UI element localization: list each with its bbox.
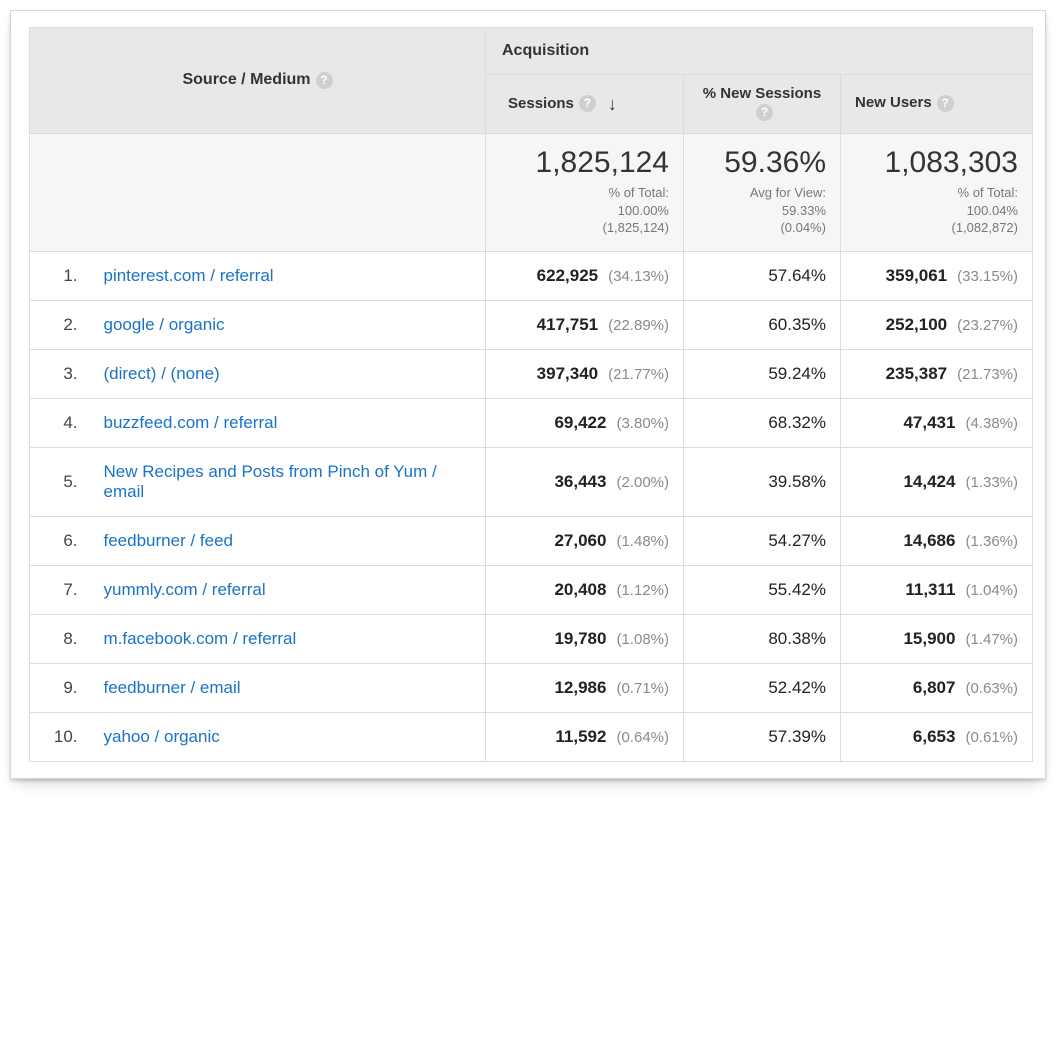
row-new-users <box>841 663 1033 712</box>
new-users-percent: (1.04%) <box>965 581 1018 599</box>
acquisition-label: Acquisition <box>502 42 590 59</box>
summary-sessions-line3: (1,825,124) <box>602 220 669 236</box>
column-header-new-users[interactable] <box>841 75 1033 134</box>
sessions-percent: (1.48%) <box>616 532 669 550</box>
row-new-users <box>841 516 1033 565</box>
new-users-value: 14,424 <box>903 471 956 491</box>
row-new-users <box>841 300 1033 349</box>
new-users-percent: (0.63%) <box>965 679 1018 697</box>
row-new-sessions: 52.42% <box>684 663 841 712</box>
sessions-percent: (22.89%) <box>608 316 669 334</box>
table-row <box>30 251 1033 300</box>
row-sessions <box>486 300 684 349</box>
summary-sessions-line2: 100.00% <box>617 202 669 218</box>
new-users-percent: (33.15%) <box>957 267 1018 285</box>
row-new-users <box>841 614 1033 663</box>
row-index: 9. <box>30 663 88 712</box>
row-new-sessions: 57.39% <box>684 712 841 761</box>
table-row <box>30 447 1033 516</box>
row-new-users <box>841 712 1033 761</box>
sessions-percent: (21.77%) <box>608 365 669 383</box>
new-users-percent: (1.33%) <box>965 473 1018 491</box>
row-index: 5. <box>30 447 88 516</box>
row-new-users <box>841 349 1033 398</box>
row-new-sessions: 57.64% <box>684 251 841 300</box>
row-source-medium <box>88 251 486 300</box>
source-link[interactable]: yahoo / organic <box>103 726 220 746</box>
row-sessions <box>486 614 684 663</box>
sessions-value: 12,986 <box>554 677 607 697</box>
row-index: 3. <box>30 349 88 398</box>
row-source-medium <box>88 300 486 349</box>
help-icon-sessions[interactable]: ? <box>579 95 596 112</box>
summary-blank-cell <box>30 133 486 251</box>
new-users-percent: (0.61%) <box>965 728 1018 746</box>
new-users-percent: (23.27%) <box>957 316 1018 334</box>
row-sessions <box>486 516 684 565</box>
source-link[interactable]: yummly.com / referral <box>103 579 266 599</box>
row-source-medium <box>88 398 486 447</box>
summary-new-users-detail <box>855 184 1018 237</box>
new-users-value: 359,061 <box>885 265 948 285</box>
table-row <box>30 614 1033 663</box>
summary-new-users-line2: 100.04% <box>966 202 1018 218</box>
row-index: 4. <box>30 398 88 447</box>
sessions-percent: (3.80%) <box>616 414 669 432</box>
row-source-medium <box>88 663 486 712</box>
summary-new-users-value: 1,083,303 <box>884 145 1018 179</box>
row-new-sessions: 39.58% <box>684 447 841 516</box>
sessions-value: 20,408 <box>554 579 607 599</box>
sessions-value: 11,592 <box>555 726 607 746</box>
summary-new-sessions-line3: (0.04%) <box>780 220 826 236</box>
row-sessions <box>486 349 684 398</box>
source-link[interactable]: feedburner / feed <box>103 530 233 550</box>
new-users-value: 15,900 <box>903 628 956 648</box>
sessions-value: 27,060 <box>554 530 607 550</box>
table-header <box>30 28 1033 134</box>
new-sessions-label: % New Sessions <box>702 85 822 102</box>
row-new-users <box>841 251 1033 300</box>
row-source-medium <box>88 447 486 516</box>
table-body <box>30 133 1033 761</box>
summary-sessions-detail <box>500 184 669 237</box>
sessions-percent: (1.08%) <box>616 630 669 648</box>
new-users-value: 14,686 <box>903 530 956 550</box>
row-new-sessions: 54.27% <box>684 516 841 565</box>
new-users-value: 252,100 <box>885 314 948 334</box>
new-users-value: 235,387 <box>885 363 948 383</box>
sessions-value: 622,925 <box>536 265 599 285</box>
row-sessions <box>486 663 684 712</box>
source-link[interactable]: google / organic <box>103 314 225 334</box>
summary-new-sessions-line2: 59.33% <box>781 202 826 218</box>
report-card <box>10 10 1046 779</box>
row-index: 8. <box>30 614 88 663</box>
table-row <box>30 349 1033 398</box>
row-new-sessions: 60.35% <box>684 300 841 349</box>
sessions-value: 69,422 <box>554 412 607 432</box>
row-index: 7. <box>30 565 88 614</box>
summary-new-users <box>841 133 1033 251</box>
column-header-sessions[interactable] <box>486 75 684 134</box>
help-icon-new-sessions[interactable]: ? <box>756 104 773 121</box>
column-header-source-medium[interactable] <box>30 28 486 134</box>
table-row <box>30 565 1033 614</box>
new-users-value: 6,807 <box>912 677 956 697</box>
row-sessions <box>486 398 684 447</box>
row-source-medium <box>88 614 486 663</box>
sessions-value: 397,340 <box>536 363 599 383</box>
summary-new-sessions <box>684 133 841 251</box>
column-header-new-sessions[interactable] <box>684 75 841 134</box>
new-users-value: 47,431 <box>903 412 956 432</box>
source-link[interactable]: pinterest.com / referral <box>103 265 274 285</box>
row-sessions <box>486 251 684 300</box>
summary-new-sessions-value: 59.36% <box>724 145 826 179</box>
sort-descending-arrow-icon[interactable]: ↓ <box>607 93 617 114</box>
column-group-acquisition <box>486 28 1033 75</box>
row-source-medium <box>88 349 486 398</box>
new-users-value: 11,311 <box>905 579 956 599</box>
sessions-label: Sessions <box>508 94 574 112</box>
summary-new-sessions-detail <box>698 184 826 237</box>
summary-new-sessions-line1: Avg for View: <box>749 185 826 200</box>
row-index: 6. <box>30 516 88 565</box>
new-users-percent: (21.73%) <box>957 365 1018 383</box>
source-link[interactable]: buzzfeed.com / referral <box>103 412 278 432</box>
summary-new-users-line3: (1,082,872) <box>951 220 1018 236</box>
new-users-percent: (1.36%) <box>965 532 1018 550</box>
row-source-medium <box>88 516 486 565</box>
table-row <box>30 300 1033 349</box>
sessions-percent: (1.12%) <box>616 581 669 599</box>
sessions-percent: (0.64%) <box>616 728 669 746</box>
source-link[interactable]: (direct) / (none) <box>103 363 220 383</box>
row-index: 10. <box>30 712 88 761</box>
table-row <box>30 712 1033 761</box>
sessions-value: 36,443 <box>554 471 607 491</box>
sessions-percent: (34.13%) <box>608 267 669 285</box>
row-index: 2. <box>30 300 88 349</box>
table-row <box>30 663 1033 712</box>
new-users-label: New Users <box>855 94 932 112</box>
summary-row <box>30 133 1033 251</box>
sessions-value: 19,780 <box>554 628 607 648</box>
row-sessions <box>486 447 684 516</box>
new-users-percent: (4.38%) <box>965 414 1018 432</box>
table-row <box>30 516 1033 565</box>
row-new-users <box>841 565 1033 614</box>
help-icon-source-medium[interactable]: ? <box>316 72 333 89</box>
row-new-sessions: 59.24% <box>684 349 841 398</box>
table-row <box>30 398 1033 447</box>
summary-sessions-line1: % of Total: <box>608 185 669 200</box>
acquisition-table <box>29 27 1033 762</box>
new-users-percent: (1.47%) <box>965 630 1018 648</box>
sessions-value: 417,751 <box>536 314 599 334</box>
row-index: 1. <box>30 251 88 300</box>
sessions-percent: (2.00%) <box>616 473 669 491</box>
row-new-sessions: 68.32% <box>684 398 841 447</box>
sessions-percent: (0.71%) <box>616 679 669 697</box>
source-link[interactable]: m.facebook.com / referral <box>103 628 297 648</box>
row-source-medium <box>88 565 486 614</box>
row-new-sessions: 55.42% <box>684 565 841 614</box>
row-sessions <box>486 565 684 614</box>
row-new-users <box>841 398 1033 447</box>
row-sessions <box>486 712 684 761</box>
row-new-sessions: 80.38% <box>684 614 841 663</box>
summary-new-users-line1: % of Total: <box>957 185 1018 200</box>
summary-sessions-value: 1,825,124 <box>535 145 669 179</box>
row-new-users <box>841 447 1033 516</box>
summary-sessions <box>486 133 684 251</box>
row-source-medium <box>88 712 486 761</box>
new-users-value: 6,653 <box>912 726 956 746</box>
source-link[interactable]: feedburner / email <box>103 677 241 697</box>
header-row-group <box>30 28 1033 75</box>
source-medium-label: Source / Medium <box>182 71 311 89</box>
help-icon-new-users[interactable]: ? <box>937 95 954 112</box>
source-link[interactable]: New Recipes and Posts from Pinch of Yum / email <box>103 461 437 501</box>
